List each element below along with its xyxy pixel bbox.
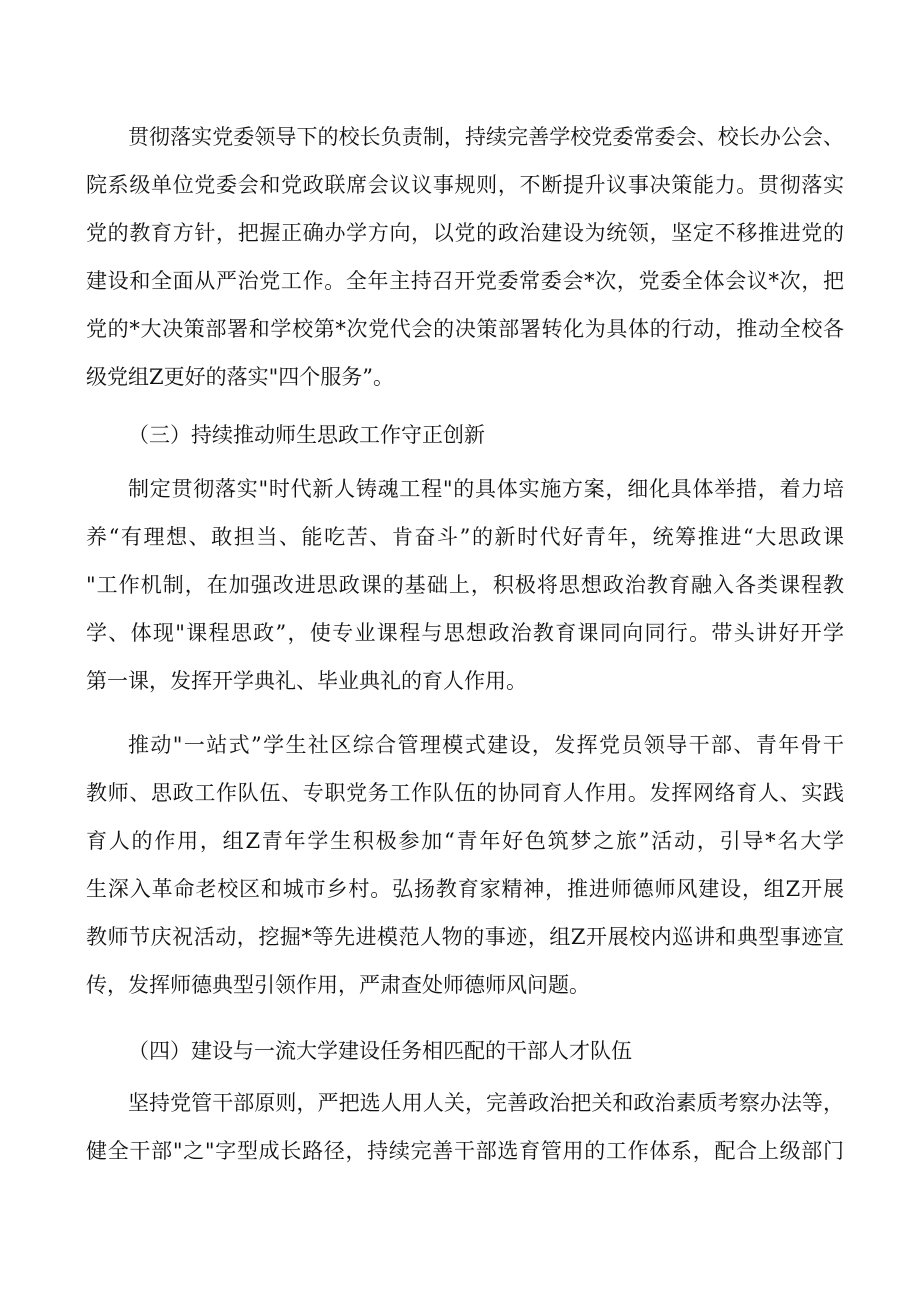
paragraph-3-line-2: 教师、思政工作队伍、专职党务工作队伍的协同育人作用。发挥网络育人、实践 [86, 781, 844, 805]
paragraph-1-line-1: 贯彻落实党委领导下的校长负责制，持续完善学校党委常委会、校长办公会、 [128, 125, 844, 149]
paragraph-1-line-2: 院系级单位党委会和党政联席会议议事规则，不断提升议事决策能力。贯彻落实 [86, 173, 844, 197]
paragraph-3-line-4: 生深入革命老校区和城市乡村。弘扬教育家精神，推进师德师风建设，组Z开展 [86, 877, 844, 901]
paragraph-2-line-5: 第一课，发挥开学典礼、毕业典礼的育人作用。 [86, 669, 527, 693]
paragraph-2-line-2: 养“有理想、敢担当、能吃苦、肯奋斗”的新时代好青年，统筹推进“大思政课 [86, 525, 844, 549]
paragraph-1-line-6: 级党组Z更好的落实"四个服务”。 [86, 365, 394, 389]
section-heading-4: （四）建设与一流大学建设任务相匹配的干部人才队伍 [128, 1039, 632, 1063]
paragraph-3-line-5: 教师节庆祝活动，挖掘*等先进模范人物的事迹，组Z开展校内巡讲和典型事迹宣 [86, 925, 844, 949]
paragraph-2-line-4: 学、体现"课程思政”，使专业课程与思想政治教育课同向同行。带头讲好开学 [86, 621, 844, 645]
paragraph-1-line-3: 党的教育方针，把握正确办学方向，以党的政治建设为统领，坚定不移推进党的 [86, 221, 844, 245]
paragraph-2-line-3: "工作机制，在加强改进思政课的基础上，积极将思想政治教育融入各类课程教 [86, 573, 844, 597]
paragraph-1-line-5: 党的*大决策部署和学校第*次党代会的决策部署转化为具体的行动，推动全校各 [86, 317, 844, 341]
paragraph-1-line-4: 建设和全面从严治党工作。全年主持召开党委常委会*次，党委全体会议*次，把 [86, 269, 844, 293]
paragraph-4-line-2: 健全干部"之"字型成长路径，持续完善干部选育管用的工作体系，配合上级部门 [86, 1139, 844, 1163]
paragraph-4-line-1: 坚持党管干部原则，严把选人用人关，完善政治把关和政治素质考察办法等， [128, 1091, 844, 1115]
paragraph-2-line-1: 制定贯彻落实"时代新人铸魂工程"的具体实施方案，细化具体举措，着力培 [128, 477, 844, 501]
paragraph-3-line-1: 推动"一站式”学生社区综合管理模式建设，发挥党员领导干部、青年骨干 [128, 733, 844, 757]
section-heading-3: （三）持续推动师生思政工作守正创新 [128, 423, 485, 447]
paragraph-3-line-3: 育人的作用，组Z青年学生积极参加“青年好色筑梦之旅”活动，引导*名大学 [86, 829, 844, 853]
paragraph-3-line-6: 传，发挥师德典型引领作用，严肃查处师德师风问题。 [86, 973, 590, 997]
